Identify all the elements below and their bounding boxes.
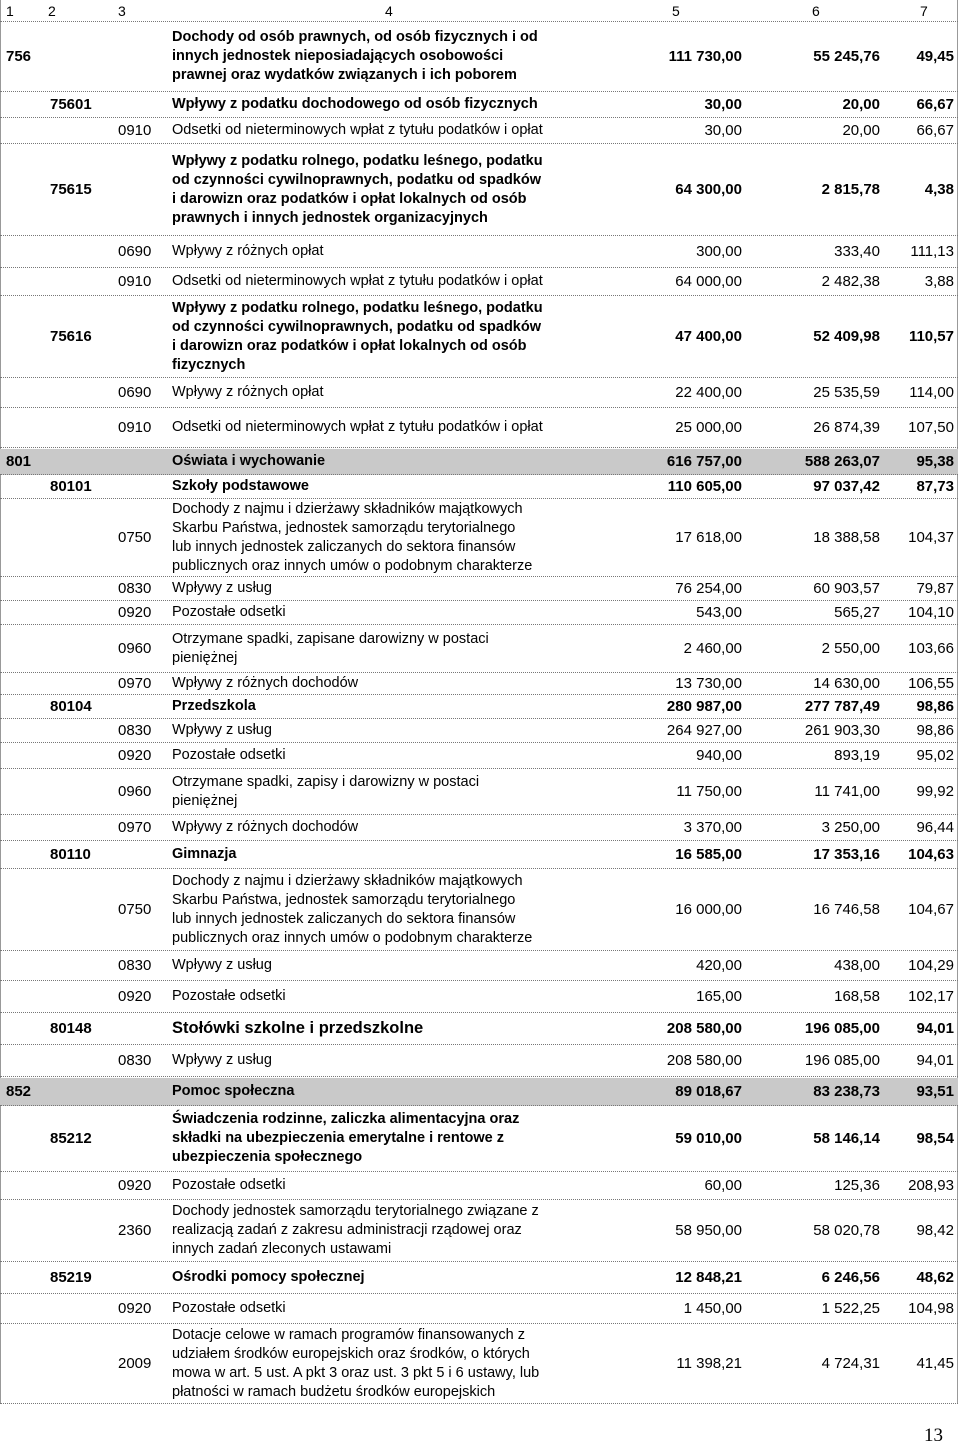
column-header-2: 2 (48, 3, 56, 19)
table-row (0, 1200, 958, 1262)
dzial-cell (6, 951, 46, 980)
dzial-cell (6, 841, 46, 868)
description-cell: Gimnazja (172, 846, 237, 862)
description-cell: Wpływy z usług (172, 957, 272, 973)
rozdzial-cell (50, 1200, 116, 1261)
plan-value-cell: 165,00 (696, 988, 742, 1005)
execution-value-cell: 588 263,07 (804, 453, 880, 470)
description-cell: Wpływy z podatku dochodowego od osób fizycznych (172, 96, 538, 112)
table-row (0, 769, 958, 815)
dzial-cell (6, 869, 46, 950)
rozdzial-cell (50, 769, 116, 814)
table-row (0, 601, 958, 625)
paragraf-cell (118, 144, 164, 235)
paragraf-cell: 0830 (118, 722, 152, 739)
plan-value-cell: 208 580,00 (666, 1052, 742, 1069)
rozdzial-cell (50, 22, 116, 91)
percent-cell: 94,01 (916, 1020, 954, 1037)
dzial-cell (6, 1106, 46, 1171)
percent-cell: 111,13 (910, 243, 954, 260)
column-header-1: 1 (6, 3, 14, 19)
table-row (0, 92, 958, 118)
description-cell: Przedszkola (172, 698, 256, 714)
dzial-cell (6, 92, 46, 117)
percent-cell: 49,45 (916, 48, 954, 65)
execution-value-cell: 16 746,58 (813, 901, 880, 918)
rozdzial-cell: 85219 (50, 1269, 92, 1286)
table-row (0, 118, 958, 144)
percent-cell: 94,01 (916, 1052, 954, 1069)
paragraf-cell: 0920 (118, 604, 152, 621)
plan-value-cell: 11 750,00 (676, 783, 742, 800)
plan-value-cell: 16 000,00 (675, 901, 742, 918)
description-cell: Pozostałe odsetki (172, 747, 286, 763)
table-row (0, 475, 958, 499)
paragraf-cell: 0830 (118, 957, 152, 974)
rozdzial-cell (50, 625, 116, 672)
paragraf-cell (118, 296, 164, 377)
paragraf-cell: 2009 (118, 1355, 152, 1372)
rozdzial-cell (50, 1078, 116, 1105)
table-row (0, 236, 958, 268)
table-row (0, 841, 958, 869)
execution-value-cell: 893,19 (834, 747, 880, 764)
column-header-4: 4 (385, 3, 393, 19)
execution-value-cell: 97 037,42 (813, 478, 880, 495)
table-row (0, 1106, 958, 1172)
table-row (0, 743, 958, 769)
table-row (0, 22, 958, 92)
description-cell: Wpływy z podatku rolnego, podatku leśnego, podatku od czynności cywilnoprawnych, podatku od spadków i darowizn oraz podatków i opłat lokalnych od osób fizycznych (172, 299, 543, 373)
dzial-cell (6, 695, 46, 718)
dzial-cell (6, 378, 46, 407)
column-header-3: 3 (118, 3, 126, 19)
dzial-cell (6, 743, 46, 768)
percent-cell: 41,45 (916, 1355, 954, 1372)
dzial-cell (6, 981, 46, 1012)
description-cell: Wpływy z podatku rolnego, podatku leśnego, podatku od czynności cywilnoprawnych, podatku od spadków i darowizn oraz podatków i opłat lokalnych od osób prawnych i innych jednostek organizacyjnych (172, 152, 543, 226)
plan-value-cell: 25 000,00 (675, 419, 742, 436)
plan-value-cell: 30,00 (704, 96, 742, 113)
percent-cell: 104,67 (908, 901, 954, 918)
dzial-cell (6, 1294, 46, 1323)
execution-value-cell: 60 903,57 (813, 580, 880, 597)
description-cell: Dochody z najmu i dzierżawy składników majątkowych Skarbu Państwa, jednostek samorządu terytorialnego lub innych jednostek zaliczanych do sektora finansów publicznych oraz innych umów o podobnym charakterze (172, 500, 533, 574)
rozdzial-cell: 80148 (50, 1020, 92, 1037)
dzial-cell (6, 1262, 46, 1293)
execution-value-cell: 55 245,76 (813, 48, 880, 65)
description-cell: Odsetki od nieterminowych wpłat z tytułu podatków i opłat (172, 122, 543, 138)
dzial-cell (6, 1013, 46, 1044)
header-row (0, 0, 958, 22)
paragraf-cell: 0920 (118, 747, 152, 764)
execution-value-cell: 196 085,00 (804, 1020, 880, 1037)
execution-value-cell: 333,40 (834, 243, 880, 260)
description-cell: Ośrodki pomocy społecznej (172, 1269, 365, 1285)
plan-value-cell: 3 370,00 (683, 819, 742, 836)
plan-value-cell: 264 927,00 (666, 722, 742, 739)
execution-value-cell: 125,36 (834, 1177, 880, 1194)
table-row (0, 951, 958, 981)
percent-cell: 99,92 (916, 783, 954, 800)
description-cell: Wpływy z usług (172, 580, 272, 596)
plan-value-cell: 616 757,00 (666, 453, 742, 470)
percent-cell: 66,67 (916, 96, 954, 113)
table-row (0, 499, 958, 577)
description-cell: Wpływy z różnych dochodów (172, 675, 359, 691)
plan-value-cell: 47 400,00 (675, 328, 742, 345)
execution-value-cell: 58 146,14 (813, 1130, 880, 1147)
dzial-cell: 852 (6, 1083, 32, 1100)
execution-value-cell: 565,27 (834, 604, 880, 621)
percent-cell: 114,00 (909, 384, 954, 401)
paragraf-cell: 0970 (118, 819, 152, 836)
execution-value-cell: 20,00 (842, 122, 880, 139)
rozdzial-cell (50, 869, 116, 950)
table-row (0, 268, 958, 296)
dzial-cell (6, 236, 46, 267)
table-row (0, 1262, 958, 1294)
plan-value-cell: 30,00 (704, 122, 742, 139)
rozdzial-cell (50, 268, 116, 295)
rozdzial-cell (50, 1172, 116, 1199)
table-row (0, 1078, 958, 1106)
percent-cell: 95,38 (916, 453, 954, 470)
dzial-cell (6, 1324, 46, 1403)
paragraf-cell: 0920 (118, 988, 152, 1005)
rozdzial-cell (50, 577, 116, 600)
percent-cell: 48,62 (916, 1269, 954, 1286)
description-cell: Odsetki od nieterminowych wpłat z tytułu podatków i opłat (172, 419, 543, 435)
percent-cell: 98,86 (916, 698, 954, 715)
table-row (0, 625, 958, 673)
rozdzial-cell: 75601 (50, 96, 92, 113)
plan-value-cell: 420,00 (696, 957, 742, 974)
paragraf-cell: 0750 (118, 901, 152, 918)
dzial-cell (6, 815, 46, 840)
dzial-cell (6, 769, 46, 814)
execution-value-cell: 18 388,58 (813, 529, 880, 546)
dzial-cell (6, 268, 46, 295)
description-cell: Odsetki od nieterminowych wpłat z tytułu podatków i opłat (172, 273, 543, 289)
table-row (0, 981, 958, 1013)
table-row (0, 144, 958, 236)
column-header-6: 6 (812, 3, 820, 19)
rozdzial-cell (50, 601, 116, 624)
execution-value-cell: 168,58 (834, 988, 880, 1005)
description-cell: Dochody z najmu i dzierżawy składników majątkowych Skarbu Państwa, jednostek samorządu terytorialnego lub innych jednostek zaliczanych do sektora finansów publicznych oraz innych umów o podobnym charakterze (172, 872, 533, 946)
dzial-cell (6, 673, 46, 694)
rozdzial-cell (50, 743, 116, 768)
column-header-5: 5 (672, 3, 680, 19)
percent-cell: 104,98 (908, 1300, 954, 1317)
percent-cell: 66,67 (916, 122, 954, 139)
percent-cell: 87,73 (916, 478, 954, 495)
table-row (0, 1013, 958, 1045)
table-row (0, 719, 958, 743)
percent-cell: 102,17 (908, 988, 954, 1005)
paragraf-cell: 0970 (118, 675, 152, 692)
paragraf-cell: 0920 (118, 1300, 152, 1317)
plan-value-cell: 1 450,00 (683, 1300, 742, 1317)
rozdzial-cell (50, 1324, 116, 1403)
percent-cell: 3,88 (924, 273, 954, 290)
description-cell: Pomoc społeczna (172, 1083, 295, 1099)
rozdzial-cell (50, 449, 116, 474)
dzial-cell: 801 (6, 453, 32, 470)
percent-cell: 208,93 (908, 1177, 954, 1194)
plan-value-cell: 89 018,67 (675, 1083, 742, 1100)
description-cell: Dochody od osób prawnych, od osób fizycznych i od innych jednostek nieposiadających osobowości prawnej oraz wydatków związanych i ich poborem (172, 29, 538, 83)
rozdzial-cell (50, 815, 116, 840)
paragraf-cell (118, 1262, 164, 1293)
rozdzial-cell (50, 378, 116, 407)
execution-value-cell: 2 815,78 (821, 181, 880, 198)
plan-value-cell: 59 010,00 (675, 1130, 742, 1147)
execution-value-cell: 14 630,00 (813, 675, 880, 692)
description-cell: Otrzymane spadki, zapisy i darowizny w postaci pieniężnej (172, 773, 480, 809)
paragraf-cell: 0830 (118, 580, 152, 597)
rozdzial-cell: 80101 (50, 478, 92, 495)
description-cell: Wpływy z różnych opłat (172, 384, 324, 400)
rozdzial-cell: 80110 (50, 846, 91, 863)
table-row (0, 869, 958, 951)
rozdzial-cell: 75615 (50, 181, 92, 198)
paragraf-cell: 0750 (118, 529, 152, 546)
paragraf-cell: 0690 (118, 243, 152, 260)
paragraf-cell (118, 22, 164, 91)
dzial-cell (6, 408, 46, 447)
paragraf-cell (118, 1013, 164, 1044)
description-cell: Pozostałe odsetki (172, 1177, 286, 1193)
dzial-cell (6, 577, 46, 600)
table-row (0, 1045, 958, 1077)
percent-cell: 93,51 (916, 1083, 954, 1100)
execution-value-cell: 196 085,00 (804, 1052, 880, 1069)
plan-value-cell: 58 950,00 (675, 1222, 742, 1239)
plan-value-cell: 17 618,00 (675, 529, 742, 546)
plan-value-cell: 940,00 (696, 747, 742, 764)
plan-value-cell: 22 400,00 (675, 384, 742, 401)
paragraf-cell (118, 1106, 164, 1171)
rozdzial-cell (50, 1294, 116, 1323)
execution-value-cell: 1 522,25 (821, 1300, 880, 1317)
percent-cell: 103,66 (908, 640, 954, 657)
dzial-cell (6, 499, 46, 576)
plan-value-cell: 60,00 (704, 1177, 742, 1194)
rozdzial-cell (50, 236, 116, 267)
dzial-cell (6, 118, 46, 143)
plan-value-cell: 12 848,21 (675, 1269, 742, 1286)
percent-cell: 104,37 (908, 529, 954, 546)
description-cell: Oświata i wychowanie (172, 453, 326, 469)
rozdzial-cell (50, 719, 116, 742)
table-row (0, 673, 958, 695)
paragraf-cell (118, 449, 164, 474)
percent-cell: 79,87 (916, 580, 954, 597)
dzial-cell (6, 625, 46, 672)
execution-value-cell: 261 903,30 (804, 722, 880, 739)
rozdzial-cell (50, 1045, 116, 1076)
table-row (0, 577, 958, 601)
percent-cell: 104,29 (908, 957, 954, 974)
plan-value-cell: 16 585,00 (675, 846, 742, 863)
rozdzial-cell: 75616 (50, 328, 92, 345)
paragraf-cell: 0830 (118, 1052, 152, 1069)
paragraf-cell: 0960 (118, 640, 152, 657)
table-row (0, 408, 958, 448)
rozdzial-cell (50, 118, 116, 143)
description-cell: Wpływy z usług (172, 1052, 272, 1068)
description-cell: Wpływy z usług (172, 722, 272, 738)
paragraf-cell: 2360 (118, 1222, 152, 1239)
plan-value-cell: 300,00 (696, 243, 742, 260)
percent-cell: 106,55 (908, 675, 954, 692)
execution-value-cell: 25 535,59 (813, 384, 880, 401)
percent-cell: 98,54 (916, 1130, 954, 1147)
dzial-cell (6, 475, 46, 498)
description-cell: Stołówki szkolne i przedszkolne (172, 1019, 424, 1037)
paragraf-cell: 0920 (118, 1177, 152, 1194)
execution-value-cell: 17 353,16 (813, 846, 880, 863)
page-number: 13 (924, 1425, 943, 1446)
percent-cell: 104,63 (908, 846, 954, 863)
rozdzial-cell (50, 951, 116, 980)
dzial-cell (6, 1200, 46, 1261)
percent-cell: 95,02 (916, 747, 954, 764)
plan-value-cell: 13 730,00 (675, 675, 742, 692)
description-cell: Otrzymane spadki, zapisane darowizny w postaci pieniężnej (172, 630, 489, 666)
paragraf-cell (118, 92, 164, 117)
rozdzial-cell: 80104 (50, 698, 92, 715)
execution-value-cell: 4 724,31 (821, 1355, 880, 1372)
percent-cell: 96,44 (916, 819, 954, 836)
percent-cell: 104,10 (908, 604, 954, 621)
dzial-cell (6, 296, 46, 377)
percent-cell: 98,42 (916, 1222, 954, 1239)
paragraf-cell (118, 695, 164, 718)
paragraf-cell: 0960 (118, 783, 152, 800)
plan-value-cell: 64 300,00 (675, 181, 742, 198)
execution-value-cell: 3 250,00 (821, 819, 880, 836)
table-row (0, 1172, 958, 1200)
rozdzial-cell (50, 499, 116, 576)
plan-value-cell: 2 460,00 (683, 640, 742, 657)
rozdzial-cell: 85212 (50, 1130, 92, 1147)
paragraf-cell: 0910 (118, 122, 152, 139)
table-row (0, 1324, 958, 1404)
execution-value-cell: 6 246,56 (821, 1269, 880, 1286)
paragraf-cell: 0910 (118, 419, 152, 436)
dzial-cell (6, 601, 46, 624)
execution-value-cell: 26 874,39 (813, 419, 880, 436)
plan-value-cell: 208 580,00 (666, 1020, 742, 1037)
plan-value-cell: 280 987,00 (666, 698, 742, 715)
percent-cell: 98,86 (916, 722, 954, 739)
paragraf-cell: 0690 (118, 384, 152, 401)
column-header-7: 7 (920, 3, 928, 19)
dzial-cell (6, 1045, 46, 1076)
dzial-cell (6, 1172, 46, 1199)
plan-value-cell: 64 000,00 (675, 273, 742, 290)
table-row (0, 378, 958, 408)
plan-value-cell: 111 730,00 (668, 48, 742, 65)
paragraf-cell: 0910 (118, 273, 152, 290)
rozdzial-cell (50, 981, 116, 1012)
description-cell: Szkoły podstawowe (172, 478, 309, 494)
plan-value-cell: 543,00 (696, 604, 742, 621)
execution-value-cell: 58 020,78 (813, 1222, 880, 1239)
execution-value-cell: 83 238,73 (813, 1083, 880, 1100)
percent-cell: 110,57 (908, 328, 954, 345)
dzial-cell (6, 144, 46, 235)
paragraf-cell (118, 841, 164, 868)
percent-cell: 107,50 (908, 419, 954, 436)
description-cell: Świadczenia rodzinne, zaliczka alimentacyjna oraz składki na ubezpieczenia emerytalne i rentowe z ubezpieczenia społecznego (172, 1111, 520, 1165)
table-row (0, 296, 958, 378)
description-cell: Wpływy z różnych opłat (172, 243, 324, 259)
percent-cell: 4,38 (924, 181, 954, 198)
dzial-cell: 756 (6, 48, 32, 65)
execution-value-cell: 52 409,98 (813, 328, 880, 345)
table-row (0, 815, 958, 841)
table-row (0, 695, 958, 719)
description-cell: Pozostałe odsetki (172, 1300, 286, 1316)
rozdzial-cell (50, 408, 116, 447)
description-cell: Pozostałe odsetki (172, 604, 286, 620)
execution-value-cell: 2 550,00 (821, 640, 880, 657)
plan-value-cell: 110 605,00 (667, 478, 742, 495)
execution-value-cell: 20,00 (842, 96, 880, 113)
description-cell: Wpływy z różnych dochodów (172, 819, 359, 835)
plan-value-cell: 11 398,21 (676, 1355, 742, 1372)
plan-value-cell: 76 254,00 (675, 580, 742, 597)
rozdzial-cell (50, 673, 116, 694)
table-row (0, 1294, 958, 1324)
execution-value-cell: 438,00 (834, 957, 880, 974)
description-cell: Dochody jednostek samorządu terytorialnego związane z realizacją zadań z zakresu administracji rządowej oraz innych zadań zleconych ustawami (172, 1203, 539, 1257)
dzial-cell (6, 719, 46, 742)
execution-value-cell: 277 787,49 (804, 698, 880, 715)
table-row (0, 449, 958, 475)
paragraf-cell (118, 1078, 164, 1105)
paragraf-cell (118, 475, 164, 498)
description-cell: Pozostałe odsetki (172, 988, 286, 1004)
execution-value-cell: 2 482,38 (821, 273, 880, 290)
execution-value-cell: 11 741,00 (814, 783, 880, 800)
description-cell: Dotacje celowe w ramach programów finansowanych z udziałem środków europejskich oraz środków, o których mowa w art. 5 ust. A pkt 3 oraz ust. 3 pkt 5 i 6 ustawy, lub płatności w ramach budżetu środków europejskich (172, 1326, 540, 1400)
